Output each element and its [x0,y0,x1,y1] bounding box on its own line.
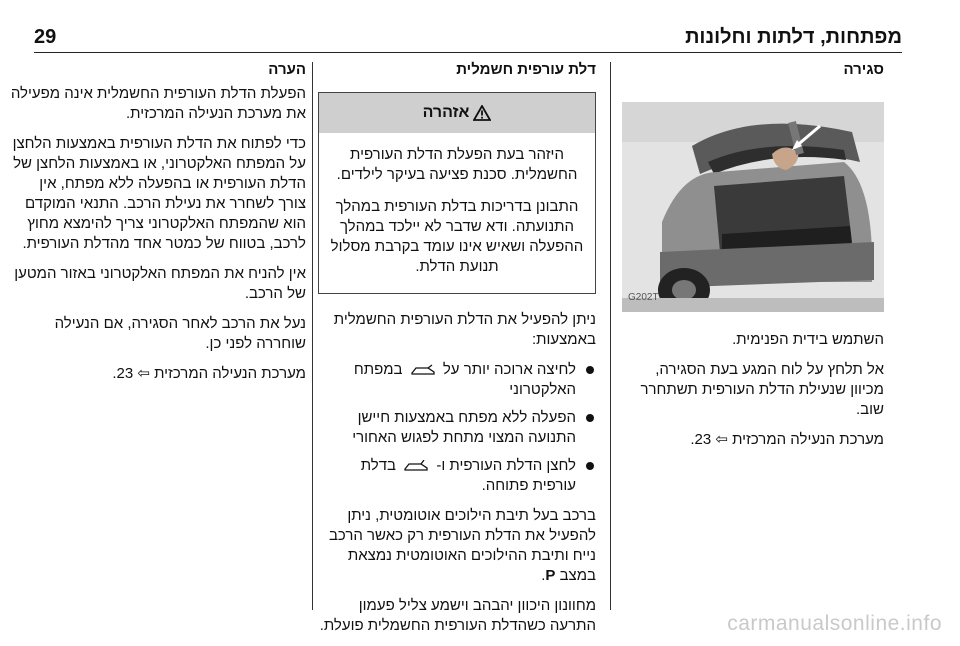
warning-body [319,133,595,293]
page-number: 29 [34,26,57,48]
note-text-3: אין להניח את המפתח האלקטרוני באזור המטען של הרכב. [14,265,306,302]
operation-intro: ניתן להפעיל את הדלת העורפית החשמלית באמצעות: [333,311,596,348]
list-item-text: במפתח האלקטרוני [353,361,576,398]
automatic-transmission-note: ברכב בעל תיבת הילוכים אוטומטית, ניתן להפעיל את הדלת העורפית רק כאשר הרכב נייח ותיבת ההילוכים האוטומטית נמצאת במצב P. [328,507,596,584]
list-item [318,408,596,448]
note-heading: הערה [268,61,306,78]
note-text-2: כדי לפתוח את הדלת העורפית באמצעות הלחצן על המפתח האלקטרוני, או באמצעות הלחצן של הדלת העורפית או בהפעלה ללא מפתח, אין צורך לשחרר את נעילת הרכב. התנאי המוקדם הוא שהמפתח האלקטרוני צריך להימצא מחוץ לרכב, בטווח של כמטר אחד מהדלת העורפית. [12,135,306,252]
warning-box [318,92,596,294]
closing-text-3: מערכת הנעילה המרכזית ⇦ 23. [690,431,884,448]
note-text-4: נעל את הרכב לאחר הסגירה, אם הנעילה שוחררה לפני כן. [54,315,306,352]
warning-header [319,93,595,133]
car-tailgate-icon [403,460,429,472]
closing-text-1: השתמש בידית הפנימית. [732,331,884,348]
list-item [318,456,596,496]
car-key-tailgate-icon [410,364,436,376]
warning-triangle-icon [473,105,491,121]
middle-column [318,60,596,646]
automatic-transmission-text: ברכב בעל תיבת הילוכים אוטומטית, ניתן להפעיל את הדלת העורפית רק כאשר הרכב נייח ותיבת ההילוכים האוטומטית נמצאת במצב [328,507,596,584]
page-header [34,26,902,53]
list-item [318,360,596,400]
photo-tag: G202T [628,292,659,303]
tailgate-photo-illustration [622,102,884,312]
power-tailgate-heading: דלת עורפית חשמלית [456,61,596,78]
left-column [8,60,306,394]
operation-list [318,360,596,496]
list-item-text: לחיצה ארוכה יותר על [442,361,576,378]
right-column [622,60,884,460]
page-title: מפתחות, דלתות וחלונות [685,26,902,48]
list-item-text: בדלת עורפית פתוחה. [360,457,576,494]
column-divider-left [312,62,313,610]
gear-p: P [545,567,556,584]
list-item-text: הפעלה ללא מפתח באמצעות חיישן התנועה המצוי מתחת לפגוש האחורי [352,409,576,446]
warning-text-1: היזהר בעת הפעלת הדלת העורפית החשמלית. סכנת פציעה בעיקר לילדים. [336,146,578,183]
closing-heading: סגירה [843,61,884,78]
closing-text-2: אל תלחץ על לוח המגע בעת הסגירה, מכיוון שנעילת הדלת העורפית תשתחרר שוב. [640,361,884,418]
column-divider-right [610,62,611,610]
list-item-text: לחצן הדלת העורפית ו- [436,457,576,474]
warning-title: אזהרה [422,104,470,121]
tailgate-photo [622,102,884,312]
note-text-1: הפעלת הדלת העורפית החשמלית אינה מפעילה את מערכת הנעילה המרכזית. [10,85,306,122]
note-text-5: מערכת הנעילה המרכזית ⇦ 23. [112,365,306,382]
signal-note: מחוונון היכוון יהבהב וישמע צליל פעמון התרעה כשהדלת העורפית החשמלית פועלת. [319,597,596,634]
warning-text-2: התבונן בדריכות בדלת העורפית במהלך התנועתה. ודא שדבר לא יילכד במהלך ההפעלה ושאיש אינו עומד בקרבת מסלול תנועת הדלת. [330,198,584,275]
watermark: carmanualsonline.info [727,612,942,635]
